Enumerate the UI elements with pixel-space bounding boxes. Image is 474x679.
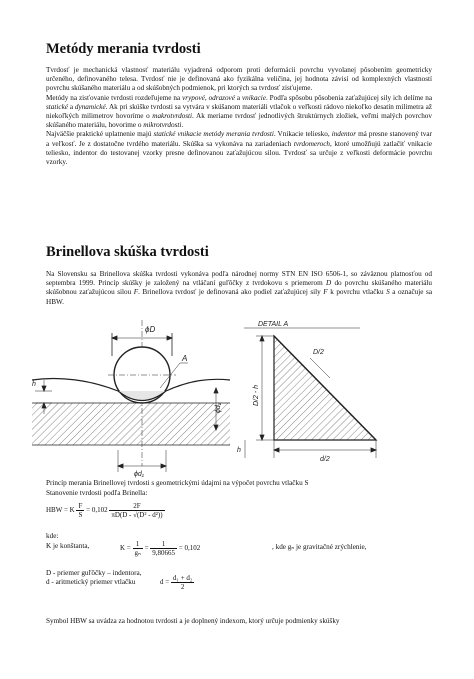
section-title-brinell: Brinellova skúška tvrdosti (46, 244, 209, 260)
figure-caption: Princíp merania Brinellovej tvrdosti s geometrickými údajmi na výpočet povrchu vtlačku S (46, 479, 309, 487)
label-h-left: h (32, 381, 36, 388)
detail-a-drawing (244, 328, 376, 458)
D-definition: D - priemer guľôčky – indentora, (46, 569, 142, 577)
k-fraction-1: $\frac{1}{\text{gₙ}}$ (134, 540, 141, 557)
label-A: A (182, 354, 188, 363)
k-fraction-2: $\frac{1}{9,80665}$ (152, 540, 176, 557)
gravity-note: , kde gₙ je gravitačné zrýchlenie, (272, 543, 367, 551)
paragraph-definition: Tvrdosť je mechanická vlastnosť materiálu vyjadrená odporom proti deformácii povrchu vyvolanej pôsobením geometricky určeného, definovaného telesa. Tvrdosť nie je definovaná ako fyzikálna veličina, jej hodnota závisí od komplexných vlastností povrchu skúšaného materiálu a od skúšobných podmienok, pri ktorých sa tvrdosť zisťujeme. (46, 66, 432, 93)
label-D-half: D/2 (313, 349, 324, 356)
paragraph-static-methods: Najväčšie praktické uplatnenie majú statické vnikacie metódy merania tvrdosti. Vnikacie teliesko, indentor má presne stanovený tvar a veľkosť. Je z dostatočne tvrdého materiálu. Skúška sa vykonáva na zariadeniach tvrdomeroch, ktoré umožňujú zatlačiť vnikacie teliesko, indentor do testovanej vzorky presne definovanou zaťažujúcou silou. Tvrdosť sa určuje z veľkosti deformácie povrchu vzorky. (46, 130, 433, 167)
label-phiD: ϕD (145, 325, 156, 334)
section-brinell-body (46, 270, 432, 307)
hbw-formula: HBW = K $\frac{F}{S}$ = 0,102 $\frac{2F}{\text{πD(D - √(D² - d²))}}$ (46, 502, 163, 519)
d-definition: d - aritmetický priemer vtlačku (46, 578, 136, 586)
label-D-half-minus-h: D/2 - h (253, 384, 260, 406)
section-methods-body (46, 66, 432, 167)
section-title-methods: Metódy merania tvrdosti (46, 41, 201, 57)
force-area-fraction: $\frac{F}{S}$ (78, 502, 83, 519)
footer-note: Symbol HBW sa uvádza za hodnotou tvrdosti a je doplnený indexom, ktorý určuje podmienky skúšky (46, 617, 340, 625)
hbw-main-fraction: $\frac{2F}{\text{πD(D - √(D² - d²))}}$ (111, 502, 163, 519)
label-d2: ϕd₂ (215, 402, 222, 413)
brinell-definition-line: Stanovenie tvrdosti podľa Brinella: (46, 489, 148, 497)
paragraph-classification: Metódy na zisťovanie tvrdosti rozdeľujeme na vrypové, odrazové a vnikacie. Podľa spôsobu pôsobenia zaťažujúcej sily ich delíme na statické a dynamické. Ak pri skúške tvrdosti sa vytvára v skúšanom materiáli vtlačok o veľkosti rádovo niekoľko desatín milimetra až niekoľkých milimetrov hovoríme o makrotvrdosti. Ak meriame tvrdosť jednotlivých štruktúrnych zložiek, veľmi malých povrchov skúšaného materiálu, hovorime o mikrotvrdosti. (46, 93, 433, 130)
label-h-right: h (237, 447, 241, 454)
d-formula: d = $\frac{\text{d₁ + d₂}}{2}$ (160, 574, 193, 591)
paragraph-brinell-intro: Na Slovensku sa Brinellova skúška tvrdosti vykonáva podľa národnej normy STN EN ISO 6506-1, so záväznou platnosťou od septembra 1999. Princíp skúšky je založený na vtláčaní guľôčky z tvrdokovu s priemerom D do povrchu skúšaného materiálu skúšobnou zaťažujúcou silou F. Brinellova tvrdosť je definovaná ako podiel zaťažujúcej sily F k povrchu vtlačku S a označuje sa HBW. (46, 270, 433, 306)
label-detail-a: DETAIL A (258, 321, 289, 328)
d-fraction: $\frac{\text{d₁ + d₂}}{2}$ (172, 574, 193, 591)
k-formula: K = $\frac{1}{\text{gₙ}}$ = $\frac{1}{9,80665}$ = 0,102 (120, 540, 201, 557)
k-definition: K je konštanta, (46, 542, 90, 550)
ball-indenter-drawing (32, 320, 230, 472)
label-d1: ϕd₁ (134, 471, 144, 478)
brinell-diagram (30, 318, 440, 478)
label-d-half: d/2 (320, 456, 330, 463)
kde-label: kde: (46, 532, 59, 540)
